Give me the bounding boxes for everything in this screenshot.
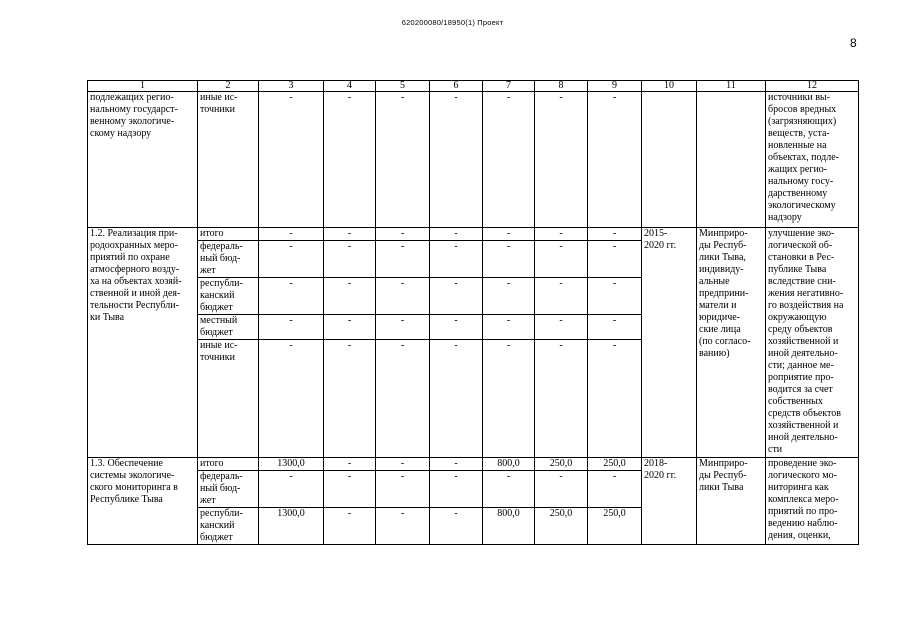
program-table <box>87 80 859 545</box>
column-header: 9 <box>588 81 642 92</box>
table-cell: - <box>376 340 430 458</box>
table-cell: - <box>259 340 324 458</box>
column-header: 5 <box>376 81 430 92</box>
table-cell: - <box>588 92 642 228</box>
table-cell: - <box>376 458 430 471</box>
table-cell: - <box>430 241 483 278</box>
column-header: 11 <box>697 81 766 92</box>
table-cell: - <box>376 92 430 228</box>
table-cell: 250,0 <box>588 458 642 471</box>
period-cell: 2018- 2020 гг. <box>642 458 697 545</box>
table-cell: - <box>259 471 324 508</box>
table-cell: - <box>324 241 376 278</box>
table-cell: - <box>259 315 324 340</box>
table-cell: 800,0 <box>483 458 535 471</box>
table-cell: - <box>588 228 642 241</box>
table-cell: - <box>535 471 588 508</box>
table-cell: - <box>588 315 642 340</box>
table-cell: - <box>535 278 588 315</box>
executor-cell: Минприро- ды Респуб- лики Тыва <box>697 458 766 545</box>
table-cell: - <box>430 278 483 315</box>
table-cell: - <box>535 241 588 278</box>
table-row <box>88 458 859 471</box>
table-row <box>88 92 859 228</box>
table-cell: - <box>535 92 588 228</box>
table-cell: - <box>324 508 376 545</box>
column-header: 2 <box>198 81 259 92</box>
expected-result: проведение эко- логического мо- ниторинга как комплекса меро- приятий по про- ведению наблю- дения, оценки, <box>766 458 859 545</box>
table-cell: - <box>259 92 324 228</box>
table-cell: - <box>324 471 376 508</box>
table-cell: - <box>430 92 483 228</box>
table-cell: - <box>483 278 535 315</box>
table-cell: - <box>376 241 430 278</box>
table-cell: - <box>535 340 588 458</box>
table-cell: - <box>588 340 642 458</box>
funding-source: местный бюджет <box>198 315 259 340</box>
table-cell: - <box>588 241 642 278</box>
table-cell: - <box>588 278 642 315</box>
expected-result: улучшение эко- логической об- становки в Рес- публике Тыва вследствие сни- жения негативно- го воздействия на окружающую среду объектов хозяйственной и иной деятельно- сти; данное ме- роприятие про- водится за счет собственных средств объектов хозяйственной и иной деятельно- сти <box>766 228 859 458</box>
table-cell: - <box>259 228 324 241</box>
table-cell: - <box>324 340 376 458</box>
table-cell: - <box>324 92 376 228</box>
table-cell: 250,0 <box>588 508 642 545</box>
table-cell: - <box>535 228 588 241</box>
table-cell: - <box>535 315 588 340</box>
table-cell: - <box>324 315 376 340</box>
funding-source: республи- канский бюджет <box>198 278 259 315</box>
table-cell: - <box>376 315 430 340</box>
executor-cell: Минприро- ды Респуб- лики Тыва, индивиду- альные предприни- матели и юридиче- ские лица (по согласо- ванию) <box>697 228 766 458</box>
table-cell: 800,0 <box>483 508 535 545</box>
column-header: 12 <box>766 81 859 92</box>
table-cell: - <box>588 471 642 508</box>
table-cell: - <box>483 228 535 241</box>
table-cell: - <box>430 458 483 471</box>
measure-name: 1.3. Обеспечение системы экологиче- ского мониторинга в Республике Тыва <box>88 458 198 545</box>
funding-source: иные ис- точники <box>198 92 259 228</box>
funding-source: федераль- ный бюд- жет <box>198 241 259 278</box>
table-cell: 1300,0 <box>259 508 324 545</box>
table-cell: 250,0 <box>535 458 588 471</box>
table-cell: 250,0 <box>535 508 588 545</box>
column-header: 3 <box>259 81 324 92</box>
table-cell: - <box>483 471 535 508</box>
column-header: 7 <box>483 81 535 92</box>
table-cell: - <box>483 340 535 458</box>
table-cell: - <box>430 340 483 458</box>
table-cell: - <box>483 315 535 340</box>
document-id: 620200080/18950(1) Проект <box>401 18 504 27</box>
table-cell: - <box>430 508 483 545</box>
column-header: 8 <box>535 81 588 92</box>
measure-name: 1.2. Реализация при- родоохранных меро- приятий по охране атмосферного возду- ха на объектах хозяй- ственной и иной дея- тельности Республи- ки Тыва <box>88 228 198 458</box>
measure-name: подлежащих регио- нальному государст- венному экологиче- скому надзору <box>88 92 198 228</box>
column-header: 6 <box>430 81 483 92</box>
table-cell: - <box>376 278 430 315</box>
funding-source: иные ис- точники <box>198 340 259 458</box>
table-cell: - <box>259 278 324 315</box>
page-number: 8 <box>850 36 857 50</box>
table-cell: - <box>324 458 376 471</box>
expected-result: источники вы- бросов вредных (загрязняющих) веществ, уста- новленные на объектах, подле- жащих регио- нальному госу- дарственному экологическому надзору <box>766 92 859 228</box>
table-cell: - <box>430 315 483 340</box>
period-cell <box>642 92 697 228</box>
funding-source: итого <box>198 228 259 241</box>
column-header: 1 <box>88 81 198 92</box>
table-cell: - <box>483 241 535 278</box>
period-cell: 2015- 2020 гг. <box>642 228 697 458</box>
executor-cell <box>697 92 766 228</box>
table-cell: - <box>430 471 483 508</box>
table-cell: - <box>483 92 535 228</box>
header-row <box>88 81 859 92</box>
column-header: 10 <box>642 81 697 92</box>
table-cell: - <box>430 228 483 241</box>
table-cell: - <box>376 508 430 545</box>
table-cell: - <box>376 228 430 241</box>
table-cell: 1300,0 <box>259 458 324 471</box>
table-cell: - <box>376 471 430 508</box>
table-cell: - <box>324 278 376 315</box>
table-cell: - <box>259 241 324 278</box>
table-row <box>88 228 859 241</box>
column-header: 4 <box>324 81 376 92</box>
funding-source: итого <box>198 458 259 471</box>
funding-source: федераль- ный бюд- жет <box>198 471 259 508</box>
funding-source: республи- канский бюджет <box>198 508 259 545</box>
table-cell: - <box>324 228 376 241</box>
